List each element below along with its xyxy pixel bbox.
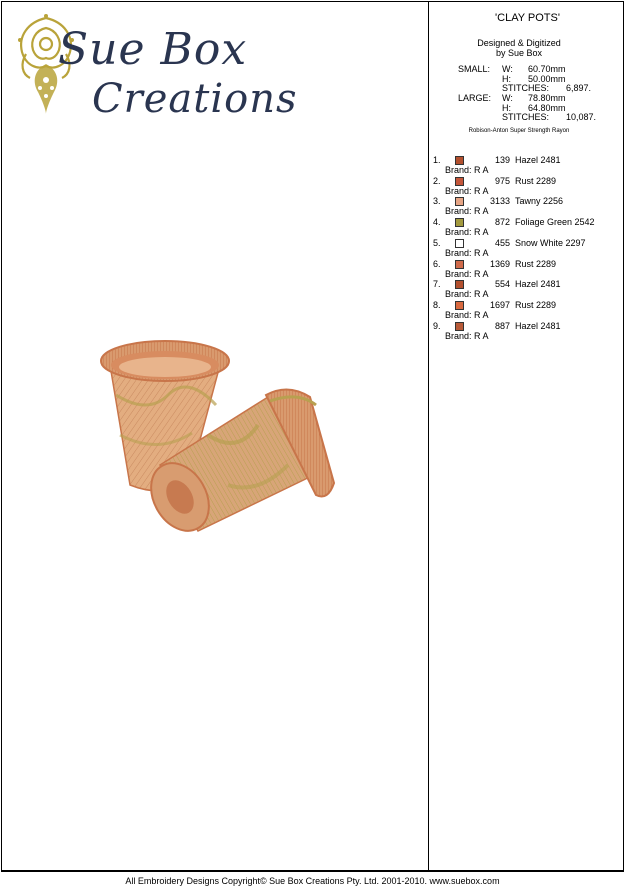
color-code: 887 — [494, 320, 510, 331]
thread-color-row — [430, 196, 625, 217]
color-number: 7. — [433, 279, 441, 290]
color-name: Rust 2289 — [515, 175, 557, 186]
color-name: Hazel 2481 — [515, 320, 561, 331]
thread-color-row — [430, 321, 625, 342]
thread-color-row — [430, 176, 625, 197]
color-brand: Brand: R A — [445, 185, 489, 196]
small-stitches-value: 6,897. — [566, 83, 592, 93]
small-label: SMALL: — [458, 64, 491, 74]
color-brand: Brand: R A — [445, 309, 489, 320]
clay-pots-embroidery-icon — [88, 335, 350, 545]
color-number: 4. — [433, 217, 441, 228]
color-code: 455 — [494, 237, 510, 248]
color-number: 9. — [433, 320, 441, 331]
small-h-label: H: — [502, 74, 511, 84]
color-swatch-icon — [455, 301, 464, 310]
thread-color-row — [430, 259, 625, 280]
color-swatch-icon — [455, 239, 464, 248]
large-stitches-label: STITCHES: — [502, 112, 550, 122]
color-name: Rust 2289 — [515, 258, 557, 269]
thread-color-row — [430, 217, 625, 238]
color-swatch-icon — [455, 260, 464, 269]
color-brand: Brand: R A — [445, 206, 489, 217]
color-code: 3133 — [489, 196, 510, 207]
color-brand: Brand: R A — [445, 227, 489, 238]
designer-line: by Sue Box — [495, 48, 543, 58]
large-label: LARGE: — [458, 93, 492, 103]
thread-color-row — [430, 300, 625, 321]
color-number: 1. — [433, 155, 441, 165]
small-h-value: 50.00mm — [528, 74, 566, 84]
color-swatch-icon — [455, 218, 464, 227]
color-brand: Brand: R A — [445, 330, 489, 341]
thread-color-row — [430, 279, 625, 300]
color-code: 554 — [494, 279, 510, 290]
logo-line-2: Creations — [92, 76, 298, 122]
color-name: Hazel 2481 — [515, 155, 561, 165]
color-brand: Brand: R A — [445, 289, 489, 300]
color-name: Hazel 2481 — [515, 279, 561, 290]
color-number: 5. — [433, 237, 441, 248]
thread-color-row — [430, 155, 625, 176]
designed-line: Designed & Digitized — [477, 38, 561, 48]
copyright-footer: All Embroidery Designs Copyright© Sue Box Creations Pty. Ltd. 2001-2010. www.suebox.com — [125, 876, 500, 886]
color-code: 1369 — [489, 258, 510, 269]
color-code: 1697 — [489, 299, 510, 310]
thread-brand: Robison-Anton Super Strength Rayon — [468, 128, 570, 134]
thread-color-row — [430, 238, 625, 259]
color-number: 2. — [433, 175, 441, 186]
color-swatch-icon — [455, 156, 464, 165]
color-brand: Brand: R A — [445, 165, 489, 175]
color-name: Rust 2289 — [515, 299, 557, 310]
large-stitches-value: 10,087. — [566, 112, 597, 122]
color-brand: Brand: R A — [445, 247, 489, 258]
color-swatch-icon — [455, 177, 464, 186]
color-number: 6. — [433, 258, 441, 269]
design-title: 'CLAY POTS' — [495, 12, 560, 24]
color-code: 139 — [494, 155, 510, 165]
color-code: 872 — [494, 217, 510, 228]
small-w-label: W: — [502, 64, 513, 74]
sue-box-logo — [14, 14, 298, 124]
logo-line-1: Sue Box — [58, 24, 248, 75]
large-h-value: 64.80mm — [528, 103, 566, 113]
color-number: 3. — [433, 196, 441, 207]
color-number: 8. — [433, 299, 441, 310]
color-swatch-icon — [455, 197, 464, 206]
footer-rule — [1, 871, 624, 872]
large-w-label: W: — [502, 93, 513, 103]
color-brand: Brand: R A — [445, 268, 489, 279]
color-name: Foliage Green 2542 — [515, 217, 595, 228]
color-name: Snow White 2297 — [515, 237, 586, 248]
color-code: 975 — [494, 175, 510, 186]
panel-divider — [428, 1, 429, 871]
color-name: Tawny 2256 — [515, 196, 564, 207]
large-w-value: 78.80mm — [528, 93, 566, 103]
small-w-value: 60.70mm — [528, 64, 566, 74]
large-h-label: H: — [502, 103, 511, 113]
small-stitches-label: STITCHES: — [502, 83, 550, 93]
color-swatch-icon — [455, 280, 464, 289]
color-swatch-icon — [455, 322, 464, 331]
